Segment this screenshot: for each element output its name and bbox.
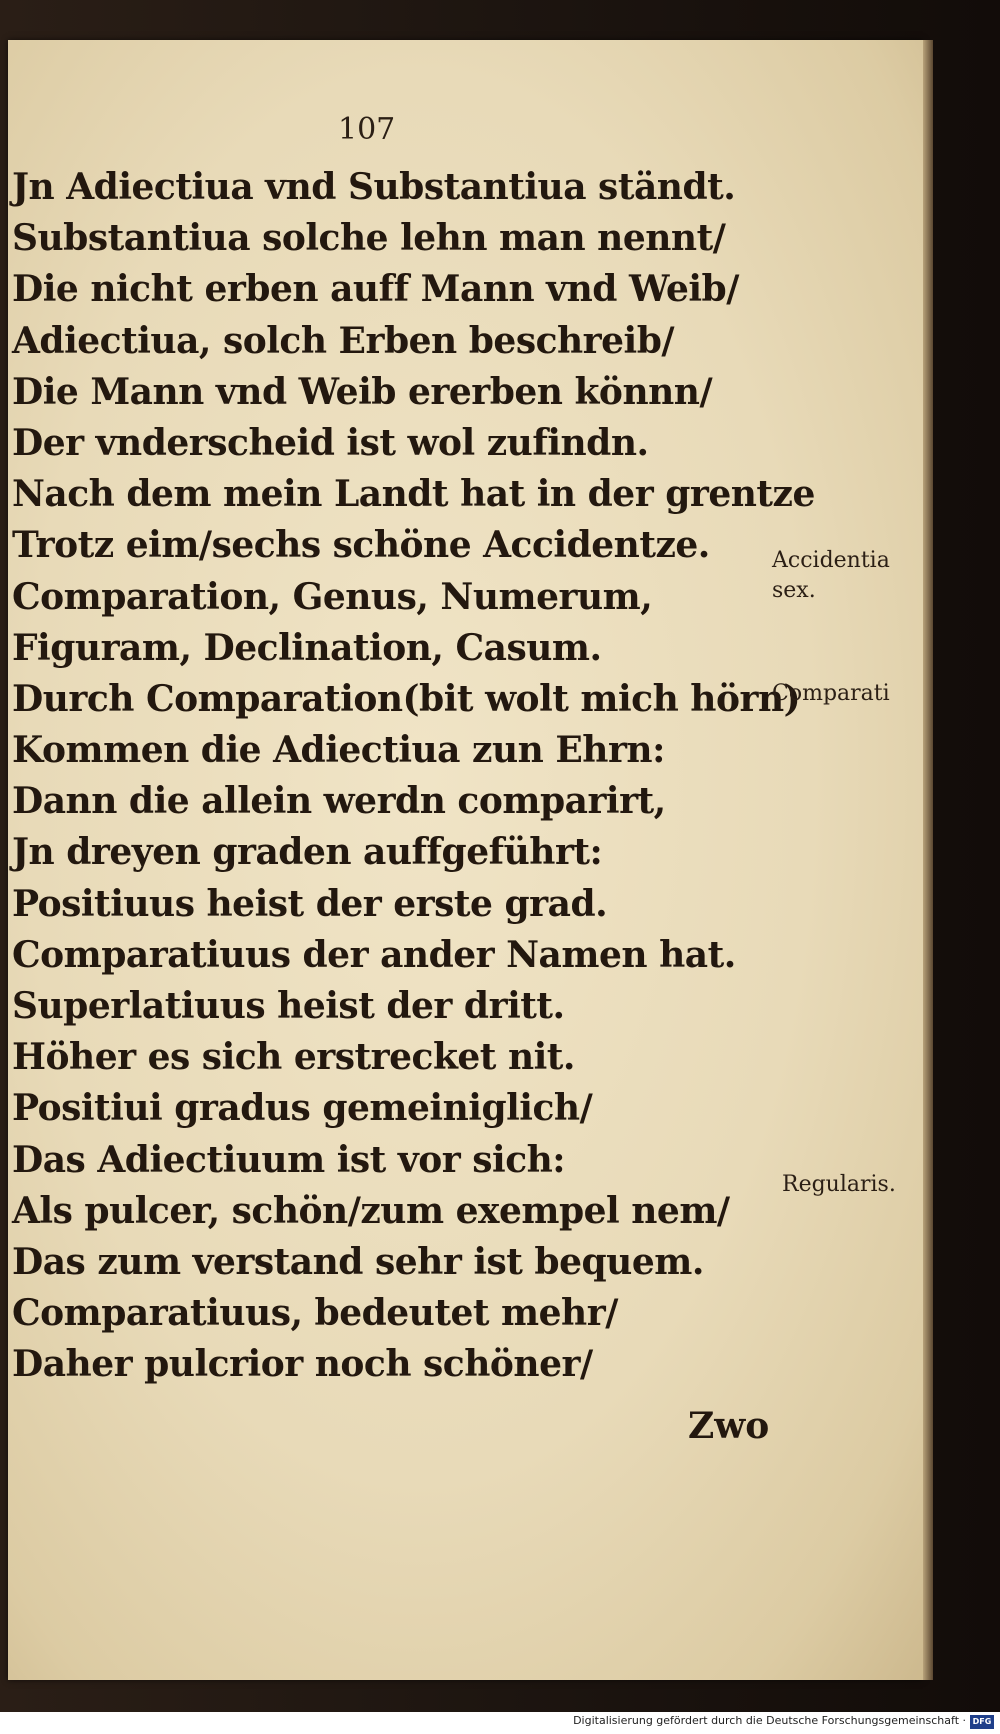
marginal-note-accidentia bbox=[772, 546, 890, 606]
text-line: Positiuus heist der erste grad. bbox=[12, 882, 608, 925]
text-line: Der vnderscheid ist wol zufindn. bbox=[12, 421, 649, 464]
text-line: Comparatiuus, bedeutet mehr/ bbox=[12, 1292, 618, 1335]
text-line: Figuram, Declination, Casum. bbox=[12, 626, 602, 669]
text-line: Superlatiuus heist der dritt. bbox=[12, 985, 565, 1027]
text-line: Jn Adiectiua vnd Substantiua ständt. bbox=[12, 166, 736, 208]
marginal-line: Accidentia bbox=[772, 548, 890, 573]
marginal-note-comparatio: Comparati bbox=[772, 681, 890, 706]
text-line: Adiectiua, solch Erben beschreib/ bbox=[12, 319, 675, 362]
text-line: Dann die allein werdn comparirt, bbox=[12, 780, 666, 823]
page-edge bbox=[923, 40, 933, 1680]
text-line: Das Adiectiuum ist vor sich: bbox=[12, 1138, 566, 1181]
footer-credit: Digitalisierung gefördert durch die Deutsche Forschungsgemeinschaft · bbox=[573, 1714, 966, 1727]
text-line: Durch Comparation(bit wolt mich hörn) bbox=[12, 677, 801, 720]
page-number: 107 bbox=[338, 112, 396, 147]
catchword: Zwo bbox=[688, 1405, 770, 1447]
text-line: Kommen die Adiectiua zun Ehrn: bbox=[12, 729, 665, 772]
text-line: Comparatiuus der ander Namen hat. bbox=[12, 933, 736, 976]
text-line: Substantiua solche lehn man nennt/ bbox=[12, 217, 726, 260]
text-line: Als pulcer, schön/zum exempel nem/ bbox=[12, 1189, 730, 1232]
text-line: Trotz eim/sechs schöne Accidentze. bbox=[12, 524, 710, 567]
text-line: Das zum verstand sehr ist bequem. bbox=[12, 1240, 704, 1283]
text-line: Nach dem mein Landt hat in der grentze bbox=[12, 473, 815, 516]
text-line: Daher pulcrior noch schöner/ bbox=[12, 1343, 593, 1386]
dfg-logo: DFG bbox=[970, 1715, 994, 1729]
text-line: Positiui gradus gemeiniglich/ bbox=[12, 1087, 593, 1130]
text-line: Höher es sich erstrecket nit. bbox=[12, 1036, 575, 1079]
text-line: Jn dreyen graden auffgeführt: bbox=[12, 831, 603, 874]
text-line: Comparation, Genus, Numerum, bbox=[12, 575, 653, 618]
text-line: Die Mann vnd Weib ererben könnn/ bbox=[12, 370, 713, 413]
marginal-line: sex. bbox=[772, 578, 816, 603]
text-line: Die nicht erben auff Mann vnd Weib/ bbox=[12, 268, 739, 311]
marginal-note-regularis: Regularis. bbox=[782, 1172, 896, 1197]
